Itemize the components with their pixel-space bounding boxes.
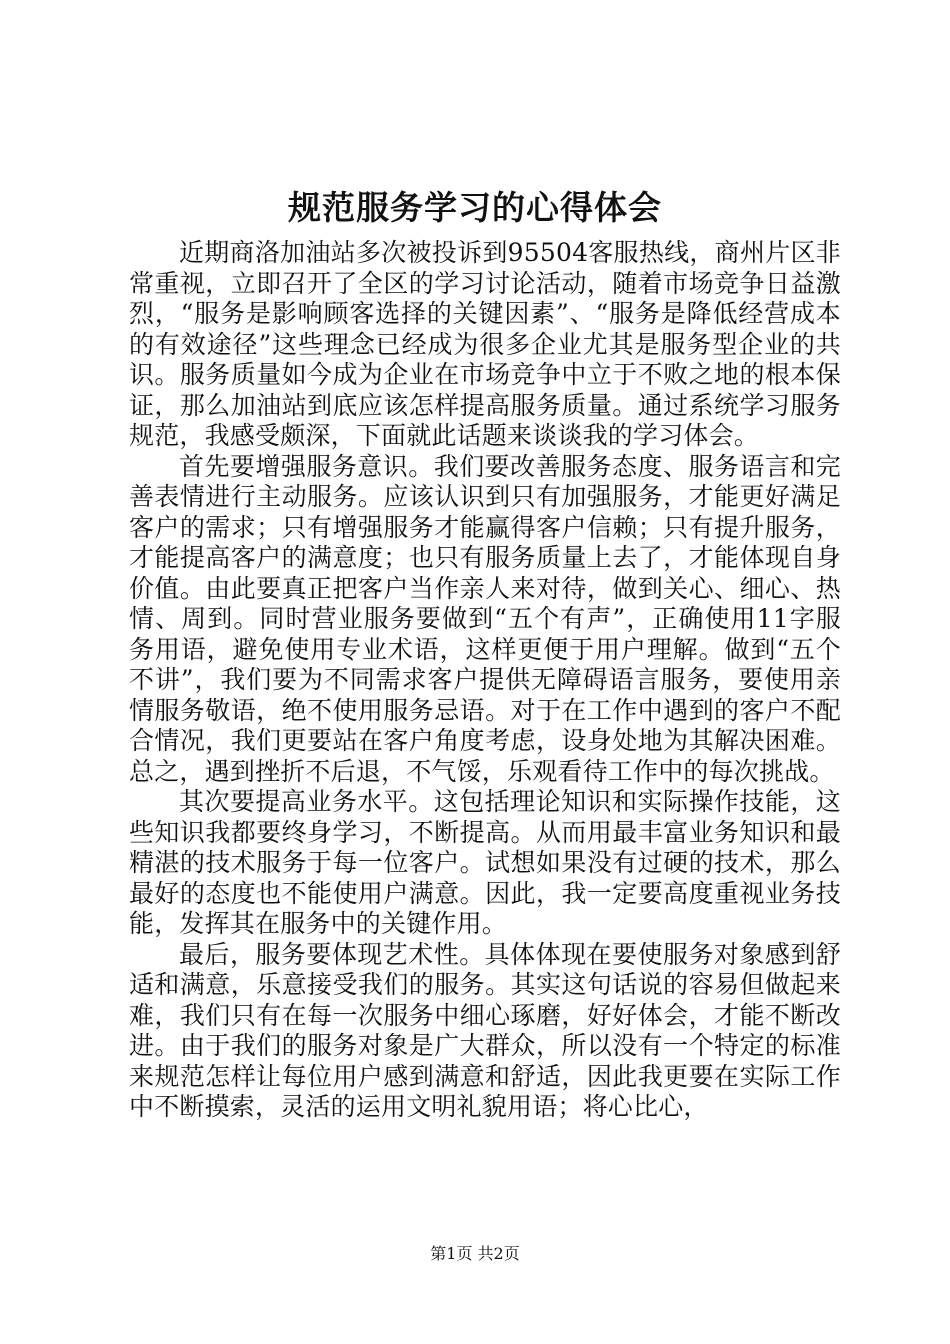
paragraph-4: 最后，服务要体现艺术性。具体体现在要使服务对象感到舒适和满意，乐意接受我们的服务。其实这句话说的容易但做起来难，我们只有在每一次服务中细心琢磨，好好体会，才能不断改进。由于我们的服务对象是广大群众，所以没有一个特定的标准来规范怎样让每位用户感到满意和舒适，因此我更要在实际工作中不断摸索，灵活的运用文明礼貌用语；将心比心， [129, 939, 841, 1121]
page-footer: 第1页 共2页 [430, 1244, 520, 1263]
document-body [129, 238, 841, 1123]
paragraph-2: 首先要增强服务意识。我们要改善服务态度、服务语言和完善表情进行主动服务。应该认识到只有加强服务，才能更好满足客户的需求；只有增强服务才能赢得客户信赖；只有提升服务，才能提高客户的满意度；也只有服务质量上去了，才能体现自身价值。由此要真正把客户当作亲人来对待，做到关心、细心、热情、周到。同时营业服务要做到“五个有声”，正确使用11字服务用语，避免使用专业术语，这样更便于用户理解。做到“五个不讲”，我们要为不同需求客户提供无障碍语言服务，要使用亲情服务敬语，绝不使用服务忌语。对于在工作中遇到的客户不配合情况，我们更要站在客户角度考虑，设身处地为其解决困难。总之，遇到挫折不后退，不气馁，乐观看待工作中的每次挑战。 [129, 451, 841, 786]
document-title: 规范服务学习的心得体会 [288, 188, 662, 227]
paragraph-1: 近期商洛加油站多次被投诉到95504客服热线，商州片区非常重视，立即召开了全区的学习讨论活动，随着市场竞争日益激烈，“服务是影响顾客选择的关键因素”、“服务是降低经营成本的有效途径”这些理念已经成为很多企业尤其是服务型企业的共识。服务质量如今成为企业在市场竞争中立于不败之地的根本保证，那么加油站到底应该怎样提高服务质量。通过系统学习服务规范，我感受颇深，下面就此话题来谈谈我的学习体会。 [129, 238, 841, 450]
paragraph-3: 其次要提高业务水平。这包括理论知识和实际操作技能，这些知识我都要终身学习，不断提高。从而用最丰富业务知识和最精湛的技术服务于每一位客户。试想如果没有过硬的技术，那么最好的态度也不能使用户满意。因此，我一定要高度重视业务技能，发挥其在服务中的关键作用。 [129, 787, 841, 938]
